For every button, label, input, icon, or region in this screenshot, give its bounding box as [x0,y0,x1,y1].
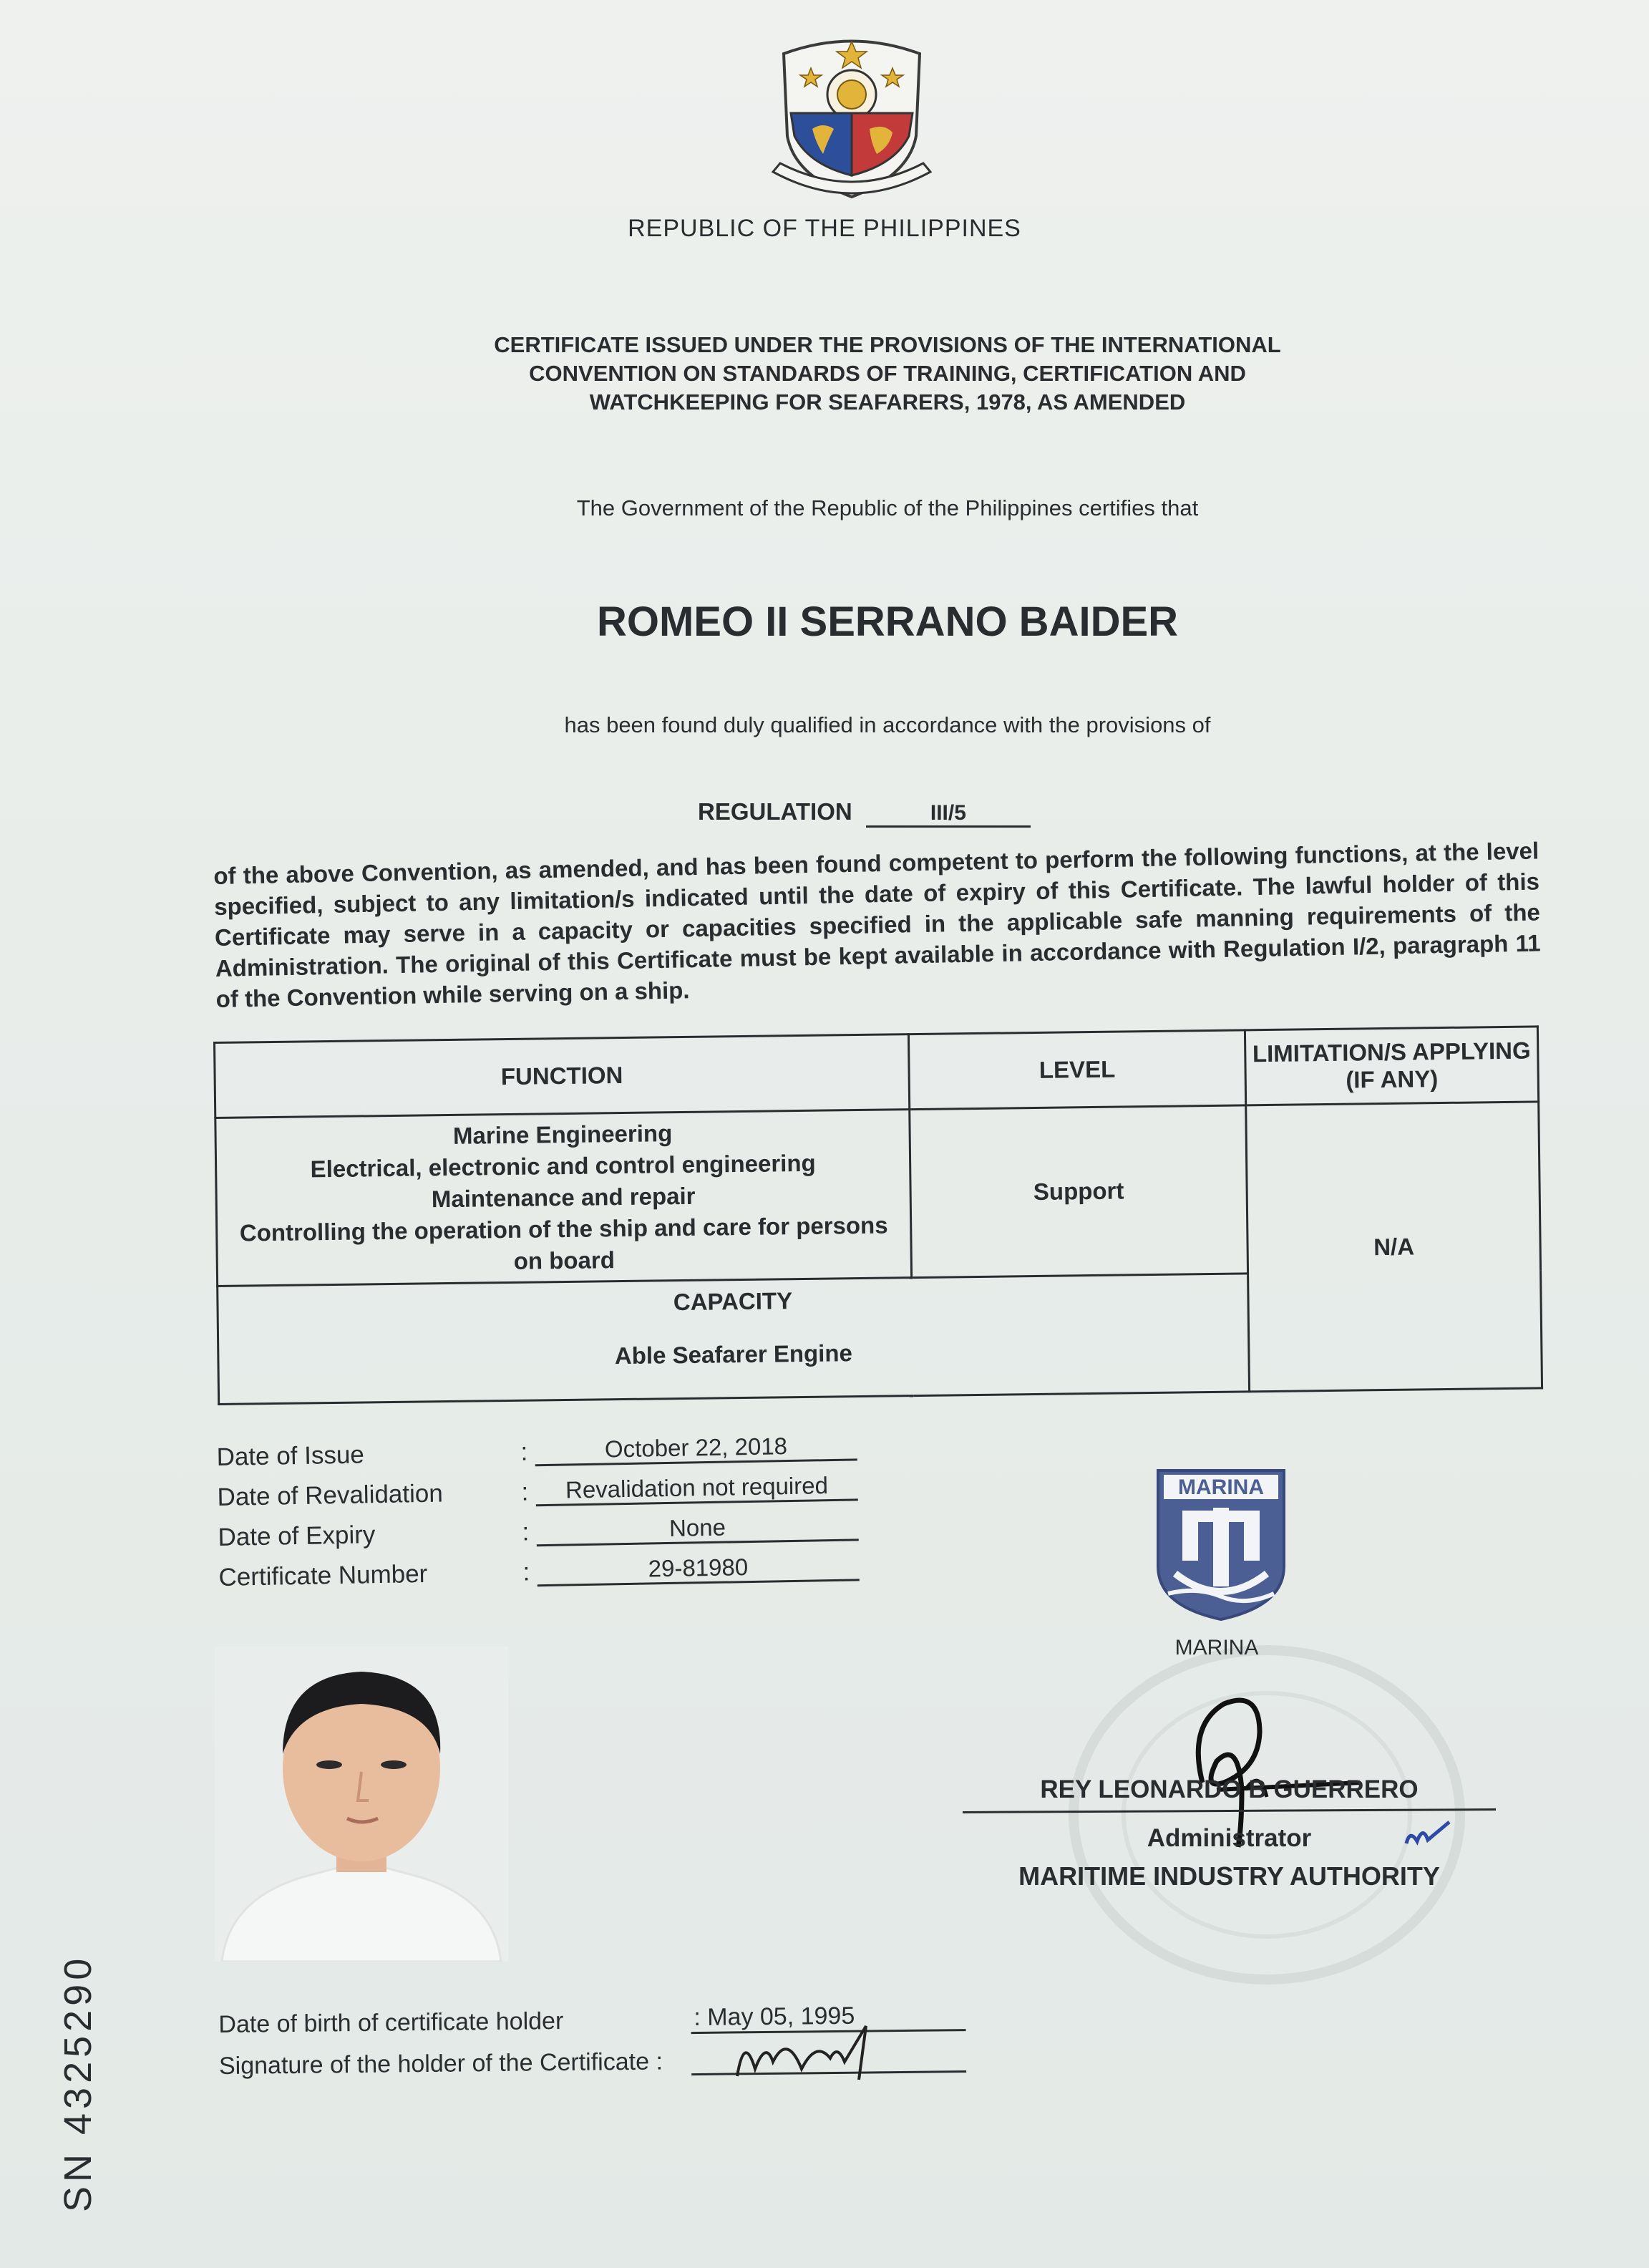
marina-logo-icon [1154,1466,1288,1624]
holder-signature-label: Signature of the holder of the Certificate : [218,2048,663,2080]
capacity-value: Able Seafarer Engine [614,1339,853,1370]
serial-number: SN 4325290 [57,1954,99,2212]
qualified-text: has been found duly qualified in accordance with the provisions of [564,712,1211,737]
certifies-text: The Government of the Republic of the Philippines certifies that [576,495,1199,520]
function-cell [215,1110,912,1286]
regulation-line [698,798,1031,828]
header-limitations: LIMITATION/S APPLYING (IF ANY) [1245,1027,1538,1105]
function-item: Controlling the operation of the ship and care for persons on board [239,1211,888,1274]
republic-heading: REPUBLIC OF THE PHILIPPINES [628,215,1021,242]
competence-paragraph: of the above Convention, as amended, and has been found competent to perform the following functions, at the level specified, subject to any limitation/s indicated until the date of expiry of this Certificate. The lawful holder of this Certificate may serve in a capacity or capacities specified in the applicable safe manning requirements of the Administration. The original of this Certificate must be kept available in accordance with Regulation I/2, paragraph 11 of the Convention while serving on a ship. [213,837,1541,1012]
limitations-cell: N/A [1246,1102,1542,1392]
signatory-title: Administrator [1147,1824,1312,1852]
function-item: Maintenance and repair [431,1182,696,1213]
initials-mark [1403,1818,1453,1851]
capacity-label: CAPACITY [673,1287,793,1316]
signatory-name: REY LEONARDO B GUERRERO [1040,1775,1419,1803]
holder-name: ROMEO II SERRANO BAIDER [596,598,1179,645]
holder-signature-label-text: Signature of the holder of the Certificate [218,2048,650,2080]
signatory-organization: MARITIME INDUSTRY AUTHORITY [1018,1861,1440,1891]
capacity-cell [218,1274,1250,1405]
field-colon: : [520,1438,528,1466]
regulation-label: REGULATION [698,798,852,825]
field-colon: : [521,1478,529,1506]
functions-table [213,1025,1543,1400]
field-value: Revalidation not required [535,1471,858,1506]
level-cell: Support [910,1105,1248,1278]
regulation-value: III/5 [866,801,1031,828]
field-label: Certificate Number [218,1559,428,1591]
dob-date: May 05, 1995 [707,2002,855,2031]
field-label: Date of Revalidation [217,1479,444,1511]
function-item: Marine Engineering [452,1120,673,1149]
dob-value: : May 05, 1995 [691,2001,965,2034]
field-value: October 22, 2018 [535,1431,857,1466]
field-colon: : [522,1558,530,1586]
convention-line-3: WATCHKEEPING FOR SEAFARERS, 1978, AS AMENDED [589,389,1186,415]
header-level: LEVEL [908,1030,1245,1110]
holder-photo [215,1647,508,1962]
field-value: 29-81980 [537,1551,860,1586]
field-colon: : [522,1518,530,1546]
header-function: FUNCTION [215,1034,910,1118]
field-label: Date of Issue [216,1440,365,1471]
convention-line-1: CERTIFICATE ISSUED UNDER THE PROVISIONS OF THE INTERNATIONAL [494,332,1281,357]
field-value: None [536,1511,859,1546]
holder-signature [723,2019,887,2087]
dob-label: Date of birth of certificate holder [218,2007,564,2038]
marina-caption: MARINA [1174,1636,1259,1659]
marina-logo-text: MARINA [1178,1475,1264,1499]
certificate-fields [216,1420,860,1592]
field-label: Date of Expiry [218,1521,376,1551]
convention-statement [358,331,1417,417]
convention-line-2: CONVENTION ON STANDARDS OF TRAINING, CERTIFICATION AND [529,361,1246,386]
function-item: Electrical, electronic and control engineering [310,1149,816,1183]
philippine-seal-icon [769,29,934,208]
